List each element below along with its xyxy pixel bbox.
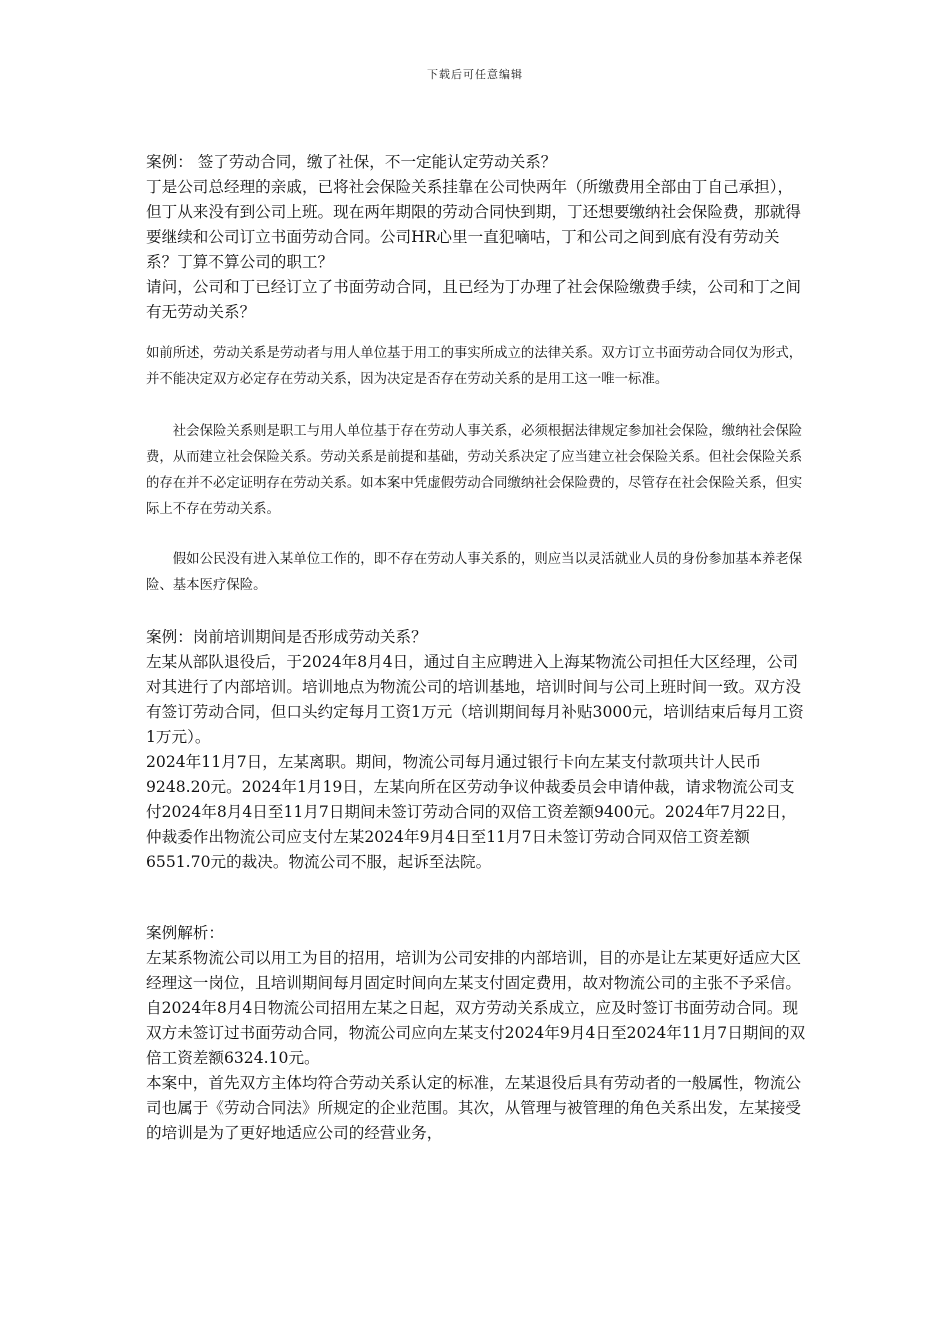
case1-title: 案例： 签了劳动合同，缴了社保，不一定能认定劳动关系？: [146, 153, 557, 171]
analysis1-paragraph-2: 社会保险关系则是职工与用人单位基于存在劳动人事关系，必须根据法律规定参加社会保险，缴纳社会保险费，从而建立社会保险关系。劳动关系是前提和基础，劳动关系决定了应当建立社会保险关系。但社会保险关系的存在并不必定证明存在劳动关系。如本案中凭虚假劳动合同缴纳社会保险费的，尽管存在社会保险关系，但实际上不存在劳动关系。: [146, 424, 803, 517]
case2-paragraph-1: 左某从部队退役后，于2024年8月4日，通过自主应聘进入上海某物流公司担任大区经理，公司对其进行了内部培训。培训地点为物流公司的培训基地，培训时间与公司上班时间一致。双方没有签订劳动合同，但口头约定每月工资1万元（培训期间每月补贴3000元，培训结束后每月工资1万元）。: [146, 653, 804, 746]
analysis1-paragraph-1: 如前所述，劳动关系是劳动者与用人单位基于用工的事实所成立的法律关系。双方订立书面劳动合同仅为形式，并不能决定双方必定存在劳动关系，因为决定是否存在劳动关系的是用工这一唯一标准。: [146, 346, 803, 387]
page-header-note: 下载后可任意编辑: [427, 68, 523, 81]
analysis2-paragraph-1: 左某系物流公司以用工为目的招用，培训为公司安排的内部培训，目的亦是让左某更好适应大区经理这一岗位，且培训期间每月固定时间向左某支付固定费用，故对物流公司的主张不予采信。自2024年8月4日物流公司招用左某之日起，双方劳动关系成立，应及时签订书面劳动合同。现双方未签订过书面劳动合同，物流公司应向左某支付2024年9月4日至2024年11月7日期间的双倍工资差额6324.10元。: [146, 949, 806, 1067]
analysis1-paragraph-3: 假如公民没有进入某单位工作的，即不存在劳动人事关系的，则应当以灵活就业人员的身份参加基本养老保险、基本医疗保险。: [146, 552, 803, 593]
case2-title: 案例：岗前培训期间是否形成劳动关系？: [146, 628, 427, 646]
document-body: [146, 150, 806, 1146]
case1-paragraph-1: 丁是公司总经理的亲戚，已将社会保险关系挂靠在公司快两年（所缴费用全部由丁自己承担），但丁从来没有到公司上班。现在两年期限的劳动合同快到期，丁还想要缴纳社会保险费，那就得要继续和公司订立书面劳动合同。公司HR心里一直犯嘀咕，丁和公司之间到底有没有劳动关系？丁算不算公司的职工？: [146, 178, 801, 271]
analysis2-paragraph-2: 本案中，首先双方主体均符合劳动关系认定的标准，左某退役后具有劳动者的一般属性，物流公司也属于《劳动合同法》所规定的企业范围。其次，从管理与被管理的角色关系出发，左某接受的培训是为了更好地适应公司的经营业务，: [146, 1074, 801, 1142]
analysis2-title: 案例解析：: [146, 924, 224, 942]
case2-paragraph-2: 2024年11月7日，左某离职。期间，物流公司每月通过银行卡向左某支付款项共计人民币9248.20元。2024年1月19日，左某向所在区劳动争议仲裁委员会申请仲裁，请求物流公司支付2024年8月4日至11月7日期间未签订劳动合同的双倍工资差额9400元。2024年7月22日，仲裁委作出物流公司应支付左某2024年9月4日至11月7日未签订劳动合同双倍工资差额6551.70元的裁决。物流公司不服，起诉至法院。: [146, 753, 797, 871]
case1-paragraph-2: 请问，公司和丁已经订立了书面劳动合同，且已经为丁办理了社会保险缴费手续，公司和丁之间有无劳动关系？: [146, 278, 801, 321]
